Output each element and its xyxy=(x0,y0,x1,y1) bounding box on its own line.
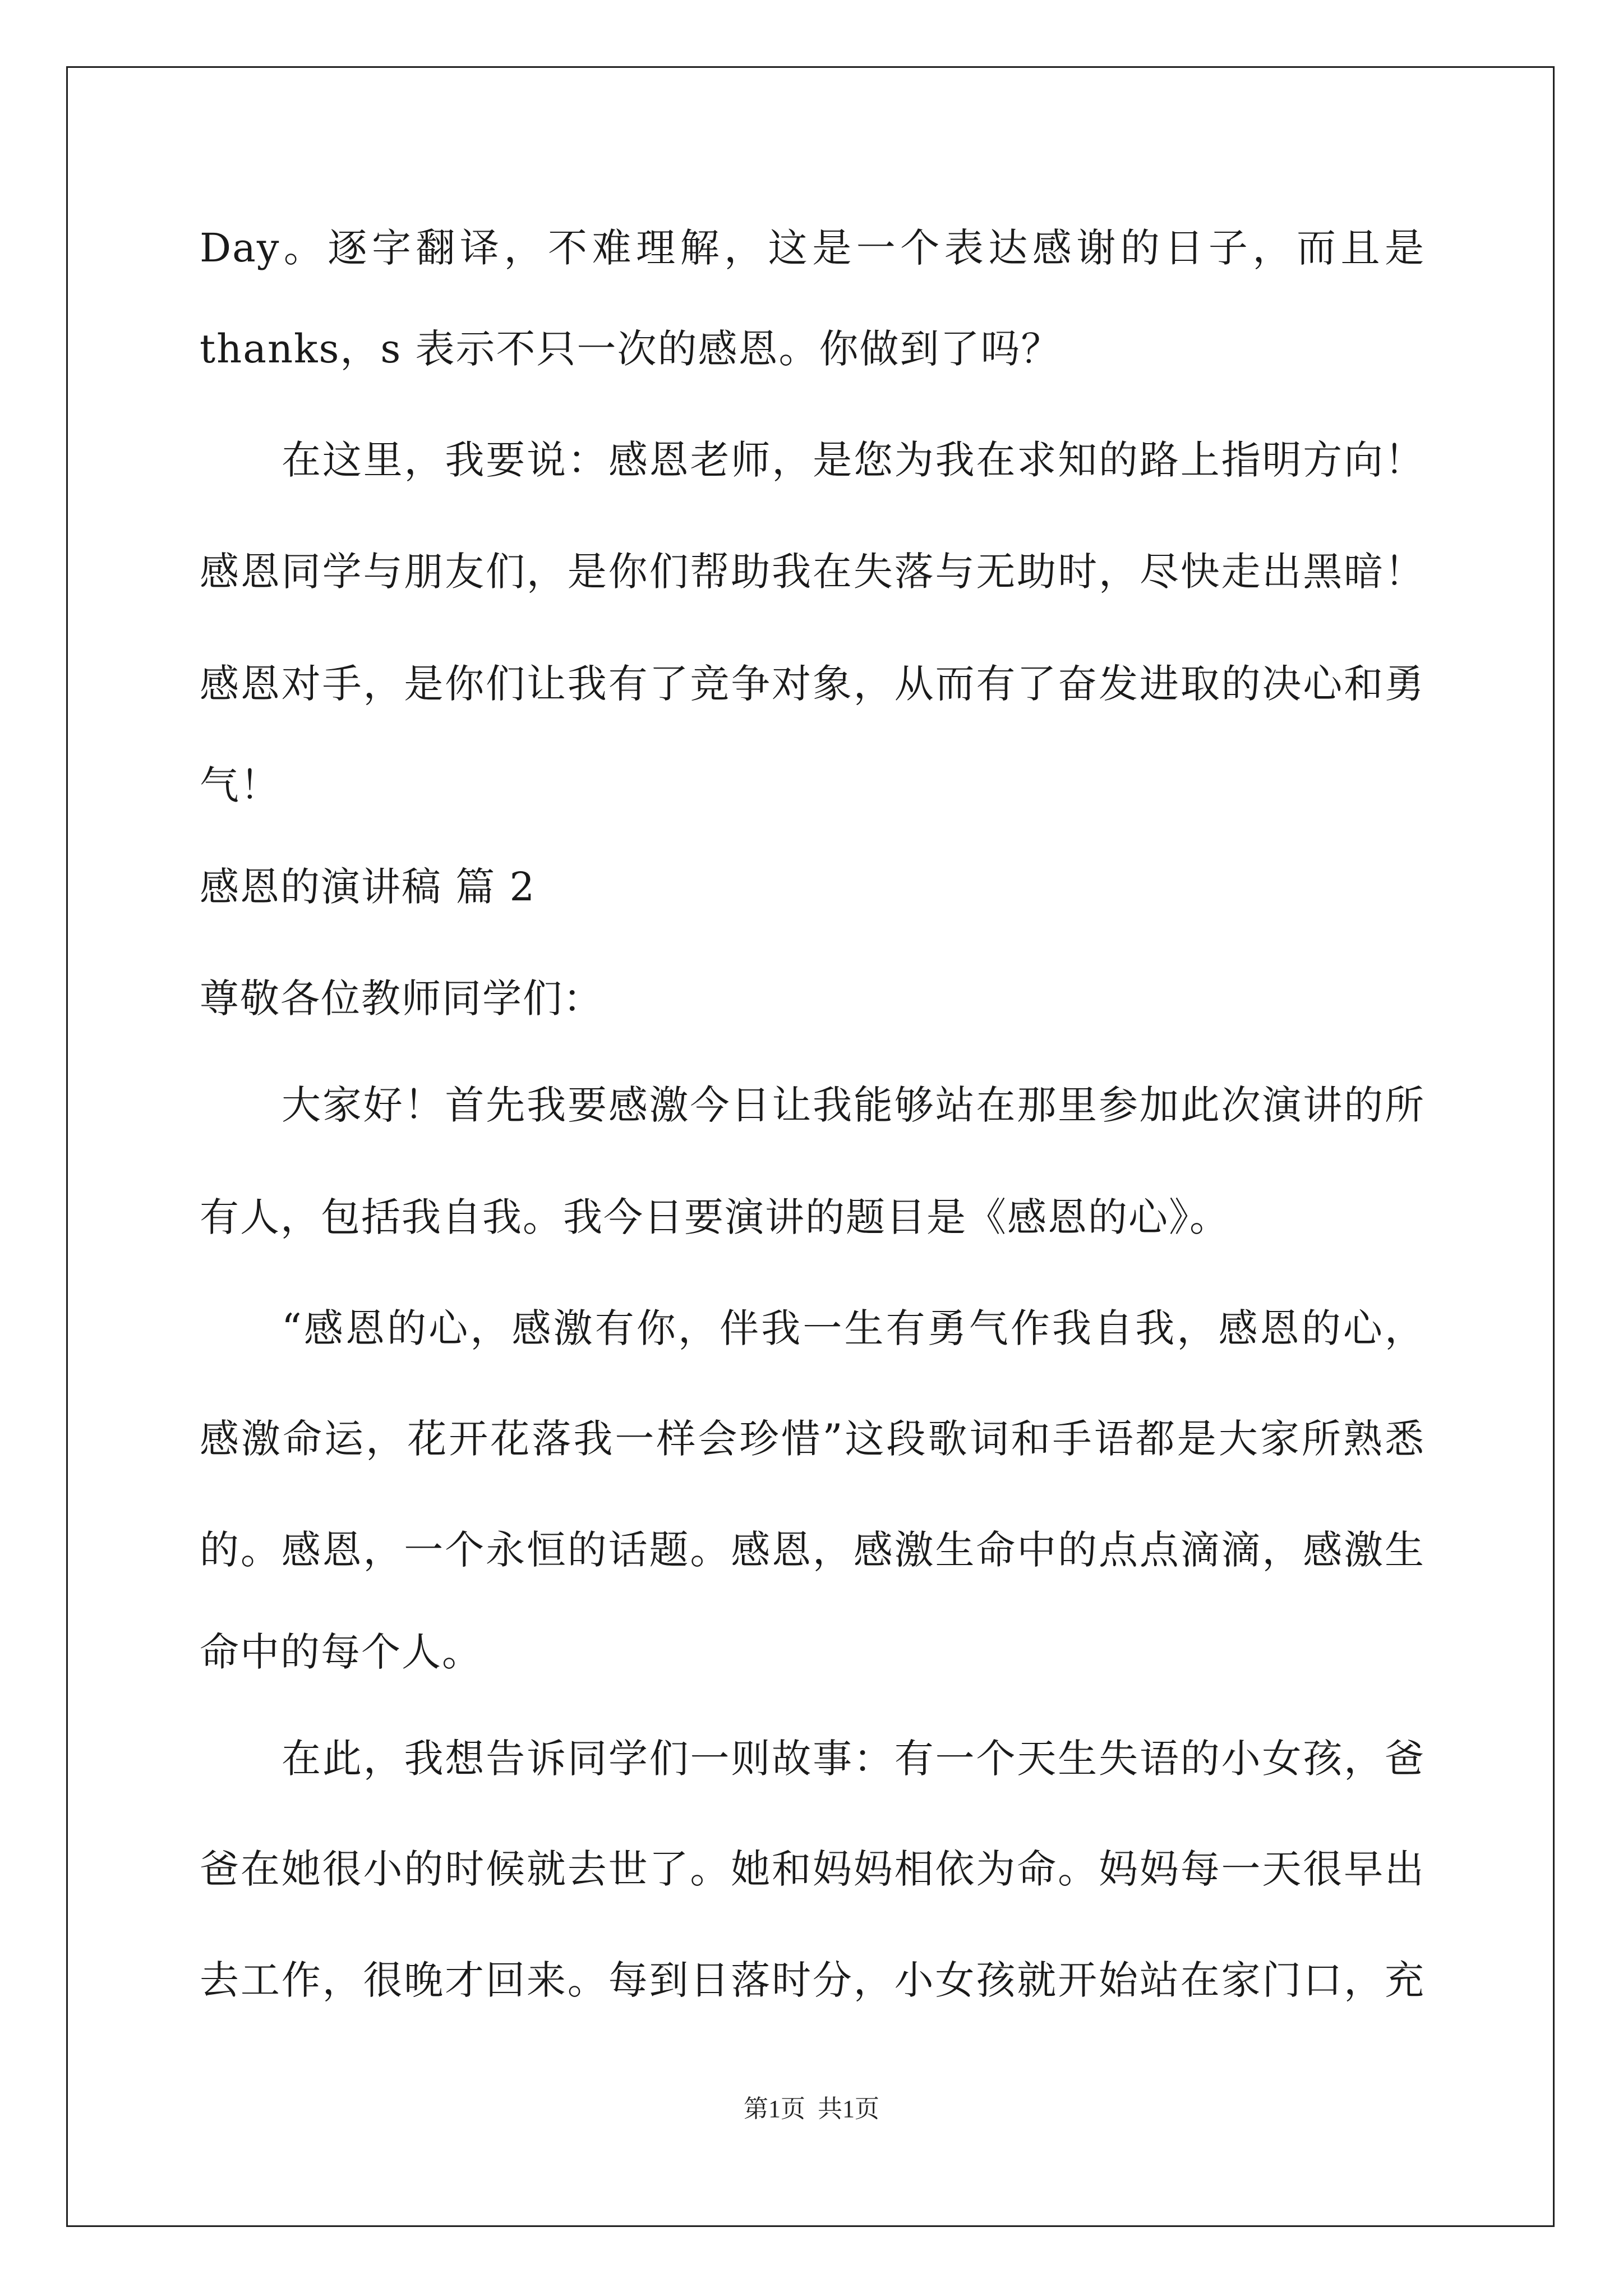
page-border xyxy=(66,66,1555,2227)
body-line: 感激命运，花开花落我一样会珍惜”这段歌词和手语都是大家所熟悉 xyxy=(200,1416,1425,1462)
salutation: 尊敬各位教师同学们： xyxy=(200,976,603,1022)
section-heading: 感恩的演讲稿 篇 2 xyxy=(200,864,536,910)
body-line: 有人，包括我自我。我今日要演讲的题目是《感恩的心》。 xyxy=(200,1194,1230,1240)
body-line: 爸在她很小的时候就去世了。她和妈妈相依为命。妈妈每一天很早出 xyxy=(200,1846,1425,1892)
body-line: 感恩对手，是你们让我有了竞争对象，从而有了奋发进取的决心和勇 xyxy=(200,661,1425,707)
page-footer: 第1页 共1页 xyxy=(744,2095,879,2123)
body-line: 的。感恩，一个永恒的话题。感恩，感激生命中的点点滴滴，感激生 xyxy=(200,1527,1425,1573)
body-line: 命中的每个人。 xyxy=(200,1629,482,1675)
paragraph-line: “感恩的心，感激有你，伴我一生有勇气作我自我，感恩的心， xyxy=(282,1305,1425,1351)
body-line: thanks，s 表示不只一次的感恩。你做到了吗？ xyxy=(200,326,1062,372)
body-line: 感恩同学与朋友们，是你们帮助我在失落与无助时，尽快走出黑暗！ xyxy=(200,549,1425,595)
paragraph-line: 在此，我想告诉同学们一则故事：有一个天生失语的小女孩，爸 xyxy=(282,1736,1425,1782)
body-line: 气！ xyxy=(200,762,280,808)
paragraph-line: 在这里，我要说：感恩老师，是您为我在求知的路上指明方向！ xyxy=(282,437,1425,483)
body-line: 去工作，很晚才回来。每到日落时分，小女孩就开始站在家门口，充 xyxy=(200,1957,1425,2003)
body-line: Day。逐字翻译，不难理解，这是一个表达感谢的日子，而且是 xyxy=(200,225,1425,271)
paragraph-line: 大家好！首先我要感激今日让我能够站在那里参加此次演讲的所 xyxy=(282,1082,1425,1128)
